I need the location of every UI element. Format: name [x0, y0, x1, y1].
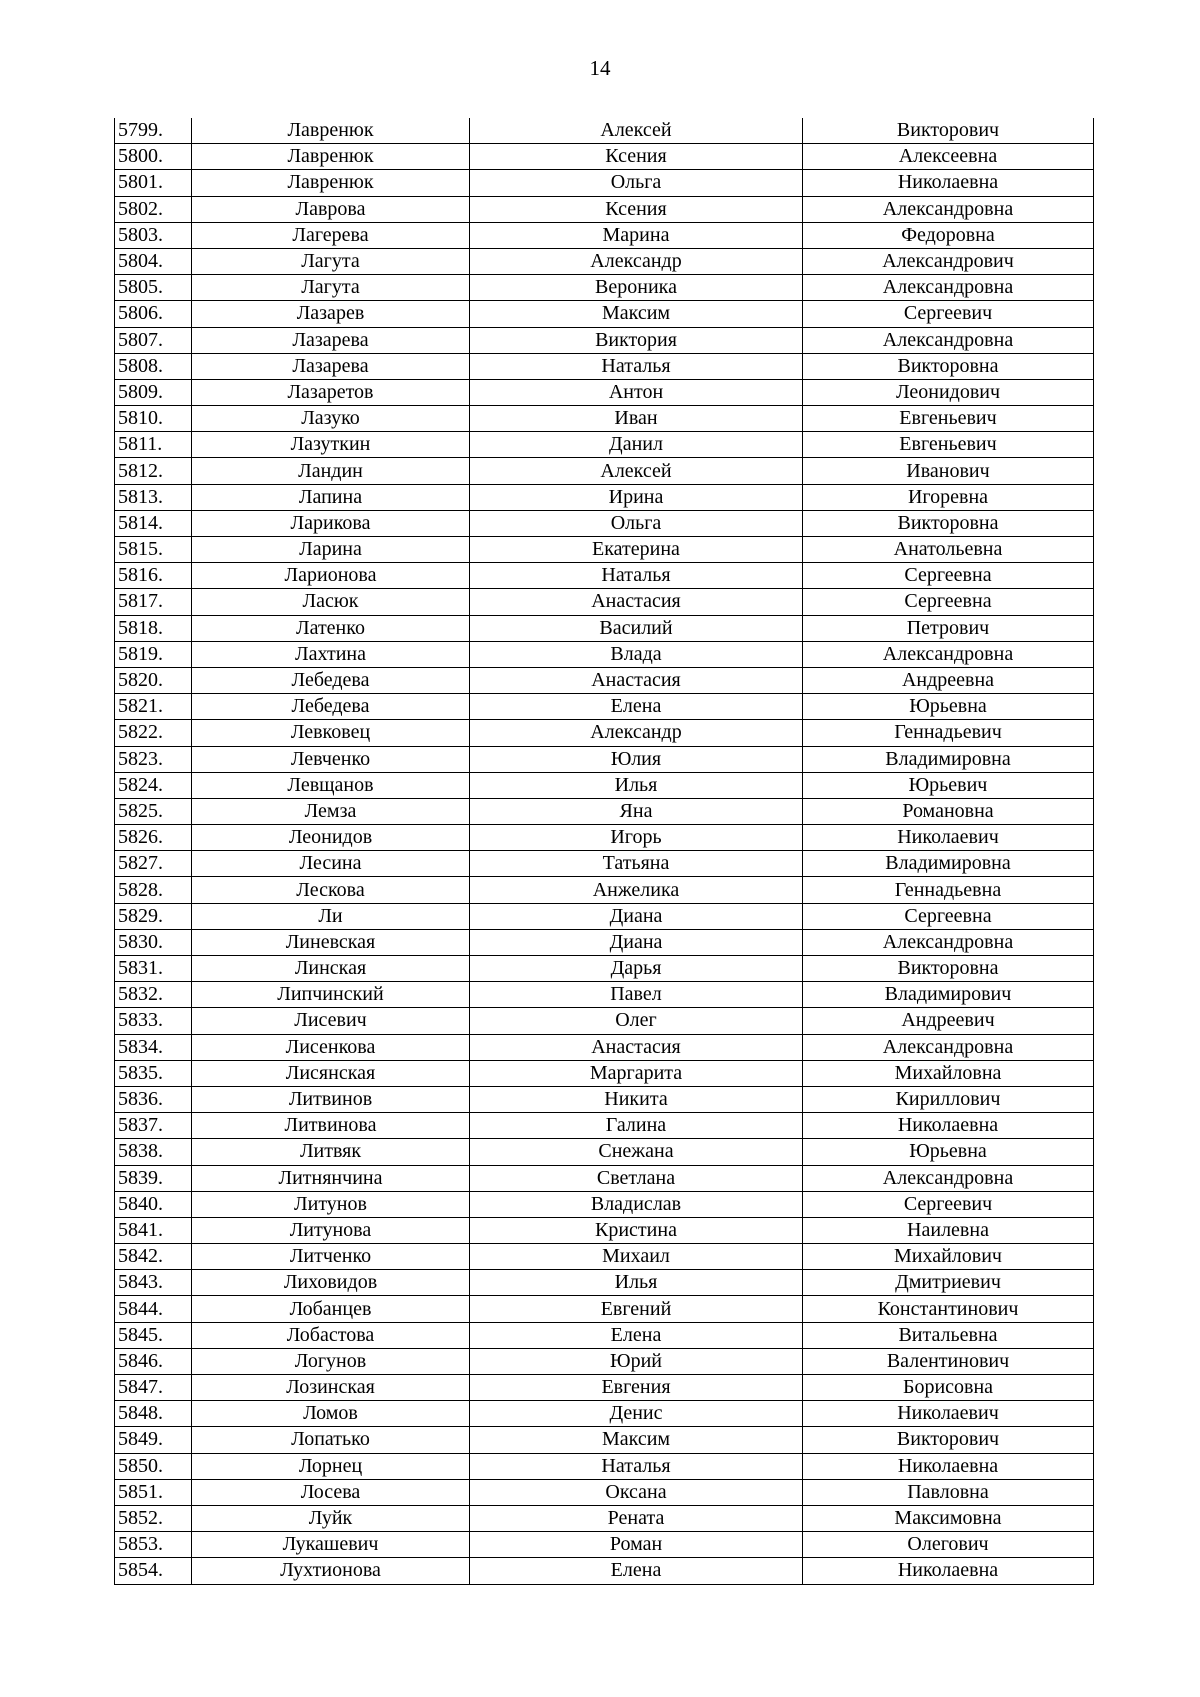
table-row [115, 641, 1094, 667]
first-name-cell: Оксана [470, 1479, 803, 1505]
last-name-cell: Литунов [192, 1191, 470, 1217]
row-number-cell: 5819. [115, 641, 192, 667]
last-name-cell: Лавренюк [192, 118, 470, 144]
first-name-cell: Владислав [470, 1191, 803, 1217]
last-name-cell: Лескова [192, 877, 470, 903]
patronymic-cell: Витальевна [803, 1322, 1094, 1348]
row-number-cell: 5801. [115, 170, 192, 196]
first-name-cell: Павел [470, 982, 803, 1008]
last-name-cell: Лопатько [192, 1427, 470, 1453]
table-row [115, 1558, 1094, 1584]
first-name-cell: Игорь [470, 825, 803, 851]
row-number-cell: 5835. [115, 1060, 192, 1086]
first-name-cell: Екатерина [470, 537, 803, 563]
first-name-cell: Дарья [470, 956, 803, 982]
patronymic-cell: Иванович [803, 458, 1094, 484]
patronymic-cell: Павловна [803, 1479, 1094, 1505]
first-name-cell: Рената [470, 1505, 803, 1531]
row-number-cell: 5815. [115, 537, 192, 563]
first-name-cell: Максим [470, 1427, 803, 1453]
table-row [115, 1505, 1094, 1531]
last-name-cell: Лисевич [192, 1008, 470, 1034]
row-number-cell: 5825. [115, 798, 192, 824]
table-row [115, 1139, 1094, 1165]
row-number-cell: 5845. [115, 1322, 192, 1348]
last-name-cell: Левченко [192, 746, 470, 772]
first-name-cell: Данил [470, 432, 803, 458]
table-row [115, 222, 1094, 248]
first-name-cell: Анастасия [470, 1034, 803, 1060]
table-row [115, 1008, 1094, 1034]
patronymic-cell: Сергеевич [803, 301, 1094, 327]
last-name-cell: Лукашевич [192, 1532, 470, 1558]
row-number-cell: 5804. [115, 248, 192, 274]
row-number-cell: 5826. [115, 825, 192, 851]
table-row [115, 1532, 1094, 1558]
row-number-cell: 5833. [115, 1008, 192, 1034]
table-row [115, 589, 1094, 615]
patronymic-cell: Геннадьевна [803, 877, 1094, 903]
first-name-cell: Олег [470, 1008, 803, 1034]
patronymic-cell: Юрьевна [803, 694, 1094, 720]
table-row [115, 301, 1094, 327]
first-name-cell: Диана [470, 903, 803, 929]
table-row [115, 196, 1094, 222]
row-number-cell: 5807. [115, 327, 192, 353]
row-number-cell: 5820. [115, 667, 192, 693]
first-name-cell: Евгений [470, 1296, 803, 1322]
last-name-cell: Литвинов [192, 1086, 470, 1112]
table-row [115, 248, 1094, 274]
row-number-cell: 5810. [115, 406, 192, 432]
row-number-cell: 5834. [115, 1034, 192, 1060]
row-number-cell: 5802. [115, 196, 192, 222]
last-name-cell: Лемза [192, 798, 470, 824]
patronymic-cell: Александровна [803, 1165, 1094, 1191]
table-row [115, 1086, 1094, 1112]
first-name-cell: Ксения [470, 144, 803, 170]
patronymic-cell: Валентинович [803, 1348, 1094, 1374]
last-name-cell: Лагерева [192, 222, 470, 248]
table-row [115, 720, 1094, 746]
row-number-cell: 5836. [115, 1086, 192, 1112]
patronymic-cell: Юрьевич [803, 772, 1094, 798]
table-row [115, 798, 1094, 824]
patronymic-cell: Владимировна [803, 746, 1094, 772]
patronymic-cell: Александровна [803, 327, 1094, 353]
last-name-cell: Лобастова [192, 1322, 470, 1348]
first-name-cell: Марина [470, 222, 803, 248]
first-name-cell: Яна [470, 798, 803, 824]
first-name-cell: Диана [470, 929, 803, 955]
first-name-cell: Вероника [470, 275, 803, 301]
last-name-cell: Лапина [192, 484, 470, 510]
first-name-cell: Снежана [470, 1139, 803, 1165]
row-number-cell: 5805. [115, 275, 192, 301]
last-name-cell: Лазарева [192, 327, 470, 353]
last-name-cell: Ласюк [192, 589, 470, 615]
last-name-cell: Лухтионова [192, 1558, 470, 1584]
first-name-cell: Алексей [470, 118, 803, 144]
patronymic-cell: Николаевна [803, 1113, 1094, 1139]
table-row [115, 982, 1094, 1008]
first-name-cell: Маргарита [470, 1060, 803, 1086]
last-name-cell: Литвяк [192, 1139, 470, 1165]
last-name-cell: Леонидов [192, 825, 470, 851]
last-name-cell: Лахтина [192, 641, 470, 667]
table-row [115, 746, 1094, 772]
last-name-cell: Лозинская [192, 1375, 470, 1401]
table-row [115, 170, 1094, 196]
patronymic-cell: Александровна [803, 196, 1094, 222]
row-number-cell: 5808. [115, 353, 192, 379]
last-name-cell: Ландин [192, 458, 470, 484]
row-number-cell: 5853. [115, 1532, 192, 1558]
table-row [115, 1165, 1094, 1191]
last-name-cell: Лагута [192, 275, 470, 301]
first-name-cell: Влада [470, 641, 803, 667]
first-name-cell: Елена [470, 1322, 803, 1348]
last-name-cell: Линская [192, 956, 470, 982]
patronymic-cell: Борисовна [803, 1375, 1094, 1401]
patronymic-cell: Кириллович [803, 1086, 1094, 1112]
first-name-cell: Наталья [470, 353, 803, 379]
last-name-cell: Лазарев [192, 301, 470, 327]
row-number-cell: 5818. [115, 615, 192, 641]
first-name-cell: Светлана [470, 1165, 803, 1191]
last-name-cell: Литнянчина [192, 1165, 470, 1191]
row-number-cell: 5851. [115, 1479, 192, 1505]
row-number-cell: 5822. [115, 720, 192, 746]
row-number-cell: 5817. [115, 589, 192, 615]
last-name-cell: Лазаретов [192, 379, 470, 405]
first-name-cell: Виктория [470, 327, 803, 353]
patronymic-cell: Леонидович [803, 379, 1094, 405]
first-name-cell: Илья [470, 1270, 803, 1296]
row-number-cell: 5803. [115, 222, 192, 248]
row-number-cell: 5837. [115, 1113, 192, 1139]
first-name-cell: Ирина [470, 484, 803, 510]
first-name-cell: Юлия [470, 746, 803, 772]
row-number-cell: 5840. [115, 1191, 192, 1217]
patronymic-cell: Олегович [803, 1532, 1094, 1558]
table-row [115, 484, 1094, 510]
table-row [115, 851, 1094, 877]
row-number-cell: 5852. [115, 1505, 192, 1531]
table-row [115, 903, 1094, 929]
table-row [115, 1191, 1094, 1217]
patronymic-cell: Геннадьевич [803, 720, 1094, 746]
table-row [115, 1270, 1094, 1296]
patronymic-cell: Евгеньевич [803, 406, 1094, 432]
last-name-cell: Лисянская [192, 1060, 470, 1086]
row-number-cell: 5812. [115, 458, 192, 484]
patronymic-cell: Николаевич [803, 1401, 1094, 1427]
patronymic-cell: Владимирович [803, 982, 1094, 1008]
first-name-cell: Татьяна [470, 851, 803, 877]
first-name-cell: Максим [470, 301, 803, 327]
patronymic-cell: Евгеньевич [803, 432, 1094, 458]
row-number-cell: 5806. [115, 301, 192, 327]
first-name-cell: Антон [470, 379, 803, 405]
table-row [115, 353, 1094, 379]
row-number-cell: 5827. [115, 851, 192, 877]
first-name-cell: Евгения [470, 1375, 803, 1401]
first-name-cell: Галина [470, 1113, 803, 1139]
row-number-cell: 5847. [115, 1375, 192, 1401]
last-name-cell: Ларионова [192, 563, 470, 589]
table-row [115, 1113, 1094, 1139]
row-number-cell: 5854. [115, 1558, 192, 1584]
patronymic-cell: Михайловна [803, 1060, 1094, 1086]
last-name-cell: Лисенкова [192, 1034, 470, 1060]
table-row [115, 1296, 1094, 1322]
last-name-cell: Литунова [192, 1217, 470, 1243]
row-number-cell: 5838. [115, 1139, 192, 1165]
patronymic-cell: Александрович [803, 248, 1094, 274]
patronymic-cell: Викторовна [803, 956, 1094, 982]
last-name-cell: Литченко [192, 1244, 470, 1270]
patronymic-cell: Андреевна [803, 667, 1094, 693]
last-name-cell: Лорнец [192, 1453, 470, 1479]
name-registry-table [114, 118, 1094, 1585]
first-name-cell: Кристина [470, 1217, 803, 1243]
row-number-cell: 5823. [115, 746, 192, 772]
table-row [115, 1244, 1094, 1270]
patronymic-cell: Викторовна [803, 353, 1094, 379]
page-number: 14 [589, 56, 611, 80]
first-name-cell: Ксения [470, 196, 803, 222]
patronymic-cell: Викторович [803, 118, 1094, 144]
table-row [115, 275, 1094, 301]
last-name-cell: Ларикова [192, 510, 470, 536]
table-row [115, 1401, 1094, 1427]
table-row [115, 406, 1094, 432]
first-name-cell: Иван [470, 406, 803, 432]
table-row [115, 877, 1094, 903]
row-number-cell: 5843. [115, 1270, 192, 1296]
last-name-cell: Лобанцев [192, 1296, 470, 1322]
last-name-cell: Лиховидов [192, 1270, 470, 1296]
patronymic-cell: Сергеевна [803, 903, 1094, 929]
row-number-cell: 5842. [115, 1244, 192, 1270]
last-name-cell: Лебедева [192, 694, 470, 720]
first-name-cell: Михаил [470, 1244, 803, 1270]
last-name-cell: Логунов [192, 1348, 470, 1374]
patronymic-cell: Николаевич [803, 825, 1094, 851]
first-name-cell: Никита [470, 1086, 803, 1112]
row-number-cell: 5839. [115, 1165, 192, 1191]
table-row [115, 1427, 1094, 1453]
patronymic-cell: Александровна [803, 929, 1094, 955]
patronymic-cell: Романовна [803, 798, 1094, 824]
table-row [115, 458, 1094, 484]
first-name-cell: Наталья [470, 563, 803, 589]
first-name-cell: Елена [470, 1558, 803, 1584]
patronymic-cell: Николаевна [803, 1558, 1094, 1584]
first-name-cell: Василий [470, 615, 803, 641]
table-row [115, 1060, 1094, 1086]
table-row [115, 510, 1094, 536]
row-number-cell: 5814. [115, 510, 192, 536]
table-row [115, 694, 1094, 720]
table-row [115, 956, 1094, 982]
table-row [115, 144, 1094, 170]
patronymic-cell: Максимовна [803, 1505, 1094, 1531]
last-name-cell: Лавренюк [192, 144, 470, 170]
registry-body [115, 118, 1094, 1584]
patronymic-cell: Федоровна [803, 222, 1094, 248]
last-name-cell: Левщанов [192, 772, 470, 798]
table-row [115, 1479, 1094, 1505]
table-row [115, 432, 1094, 458]
row-number-cell: 5832. [115, 982, 192, 1008]
patronymic-cell: Викторовна [803, 510, 1094, 536]
row-number-cell: 5849. [115, 1427, 192, 1453]
row-number-cell: 5811. [115, 432, 192, 458]
first-name-cell: Юрий [470, 1348, 803, 1374]
last-name-cell: Ларина [192, 537, 470, 563]
table-row [115, 1034, 1094, 1060]
table-row [115, 118, 1094, 144]
patronymic-cell: Владимировна [803, 851, 1094, 877]
patronymic-cell: Дмитриевич [803, 1270, 1094, 1296]
table-row [115, 1217, 1094, 1243]
table-row [115, 379, 1094, 405]
last-name-cell: Лосева [192, 1479, 470, 1505]
table-row [115, 1322, 1094, 1348]
first-name-cell: Анжелика [470, 877, 803, 903]
patronymic-cell: Константинович [803, 1296, 1094, 1322]
row-number-cell: 5800. [115, 144, 192, 170]
row-number-cell: 5830. [115, 929, 192, 955]
table-row [115, 537, 1094, 563]
first-name-cell: Илья [470, 772, 803, 798]
row-number-cell: 5844. [115, 1296, 192, 1322]
patronymic-cell: Наилевна [803, 1217, 1094, 1243]
table-row [115, 1453, 1094, 1479]
first-name-cell: Александр [470, 248, 803, 274]
first-name-cell: Анастасия [470, 667, 803, 693]
patronymic-cell: Александровна [803, 275, 1094, 301]
patronymic-cell: Алексеевна [803, 144, 1094, 170]
last-name-cell: Лагута [192, 248, 470, 274]
table-row [115, 563, 1094, 589]
first-name-cell: Алексей [470, 458, 803, 484]
last-name-cell: Ломов [192, 1401, 470, 1427]
table-row [115, 1375, 1094, 1401]
row-number-cell: 5850. [115, 1453, 192, 1479]
last-name-cell: Левковец [192, 720, 470, 746]
last-name-cell: Латенко [192, 615, 470, 641]
last-name-cell: Литвинова [192, 1113, 470, 1139]
row-number-cell: 5829. [115, 903, 192, 929]
last-name-cell: Лесина [192, 851, 470, 877]
first-name-cell: Анастасия [470, 589, 803, 615]
table-row [115, 667, 1094, 693]
table-row [115, 1348, 1094, 1374]
last-name-cell: Линевская [192, 929, 470, 955]
last-name-cell: Лаврова [192, 196, 470, 222]
last-name-cell: Ли [192, 903, 470, 929]
patronymic-cell: Александровна [803, 641, 1094, 667]
table-row [115, 929, 1094, 955]
row-number-cell: 5813. [115, 484, 192, 510]
first-name-cell: Елена [470, 694, 803, 720]
last-name-cell: Лебедева [192, 667, 470, 693]
patronymic-cell: Петрович [803, 615, 1094, 641]
table-row [115, 615, 1094, 641]
table-row [115, 327, 1094, 353]
row-number-cell: 5816. [115, 563, 192, 589]
table-row [115, 825, 1094, 851]
last-name-cell: Лазуко [192, 406, 470, 432]
first-name-cell: Александр [470, 720, 803, 746]
last-name-cell: Лазарева [192, 353, 470, 379]
patronymic-cell: Николаевна [803, 170, 1094, 196]
first-name-cell: Денис [470, 1401, 803, 1427]
last-name-cell: Луйк [192, 1505, 470, 1531]
row-number-cell: 5846. [115, 1348, 192, 1374]
table-row [115, 772, 1094, 798]
last-name-cell: Лазуткин [192, 432, 470, 458]
patronymic-cell: Сергеевна [803, 589, 1094, 615]
first-name-cell: Ольга [470, 170, 803, 196]
patronymic-cell: Сергеевич [803, 1191, 1094, 1217]
patronymic-cell: Николаевна [803, 1453, 1094, 1479]
row-number-cell: 5848. [115, 1401, 192, 1427]
row-number-cell: 5831. [115, 956, 192, 982]
patronymic-cell: Анатольевна [803, 537, 1094, 563]
first-name-cell: Роман [470, 1532, 803, 1558]
last-name-cell: Лавренюк [192, 170, 470, 196]
row-number-cell: 5821. [115, 694, 192, 720]
patronymic-cell: Михайлович [803, 1244, 1094, 1270]
row-number-cell: 5809. [115, 379, 192, 405]
first-name-cell: Наталья [470, 1453, 803, 1479]
row-number-cell: 5828. [115, 877, 192, 903]
patronymic-cell: Сергеевна [803, 563, 1094, 589]
first-name-cell: Ольга [470, 510, 803, 536]
patronymic-cell: Викторович [803, 1427, 1094, 1453]
patronymic-cell: Александровна [803, 1034, 1094, 1060]
last-name-cell: Липчинский [192, 982, 470, 1008]
row-number-cell: 5799. [115, 118, 192, 144]
patronymic-cell: Андреевич [803, 1008, 1094, 1034]
patronymic-cell: Юрьевна [803, 1139, 1094, 1165]
patronymic-cell: Игоревна [803, 484, 1094, 510]
row-number-cell: 5824. [115, 772, 192, 798]
row-number-cell: 5841. [115, 1217, 192, 1243]
